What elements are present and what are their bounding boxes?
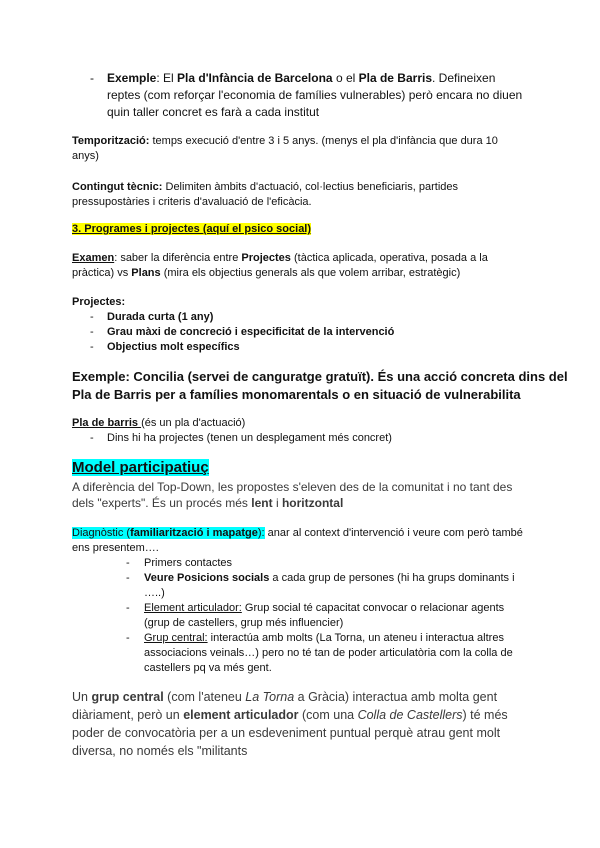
final-line-2: diàriament, però un element articulador (com una Colla de Castellers) té més (72, 708, 508, 722)
list-item: Durada curta (1 any) (107, 311, 214, 323)
model-line-2: dels "experts". És un procés més lent i horitzontal (72, 496, 344, 510)
final-line-1: Un grup central (com l'ateneu La Torna a Gràcia) interactua amb molta gent (72, 690, 498, 704)
model-line-1: A diferència del Top-Down, les propostes s'eleven des de la comunitat i no tant des (72, 480, 513, 494)
list-item-continuation: (grup de castellers, grup més influencier) (144, 617, 344, 629)
list-item: Grau màxi de concreció i especificitat de la intervenció (107, 326, 395, 338)
examen-line-1: Examen: saber la diferència entre Projectes (tàctica aplicada, operativa, posada a la (72, 252, 488, 264)
pla-infancia: Pla d'Infància de Barcelona (177, 71, 333, 85)
examen-label: Examen (72, 252, 115, 264)
list-item: Objectius molt específics (107, 341, 240, 353)
bullet-dash: - (90, 311, 94, 323)
bullet-dash: - (90, 326, 94, 338)
bullet-dash: - (90, 341, 94, 353)
concilia-line-2: Pla de Barris per a famílies monomarentals o en situació de vulnerabilita (72, 387, 521, 402)
bullet-dash: - (90, 71, 94, 85)
projectes-label: Projectes: (72, 296, 126, 308)
list-item-continuation: associacions veinals…) pero no té tan de poder articulatòria com la colla de (144, 647, 513, 659)
temporitzacio-line-1: Temporització: temps execució d'entre 3 i 5 anys. (menys el pla d'infància que dura 10 (72, 135, 498, 147)
list-item-continuation: castellers pq va més gent. (144, 662, 272, 674)
example-label: Exemple (107, 71, 157, 85)
bullet-dash: - (126, 632, 130, 644)
section-3-heading: 3. Programes i projectes (aquí el psico social) (72, 223, 312, 235)
model-heading: Model participatiuç (72, 459, 209, 476)
diagnostic-line-1: Diagnòstic (familiarització i mapatge): anar al context d'intervenció i veure com però també (72, 527, 523, 539)
example-1-line-2: reptes (com reforçar l'economia de famílies vulnerables) però encara no diuen (107, 88, 523, 102)
temporitzacio-label: Temporització: (72, 135, 150, 147)
pla-barris-bold: Pla de Barris (358, 71, 432, 85)
contingut-line-1: Contingut tècnic: Delimiten àmbits d'actuació, col·lectius beneficiaris, partides (72, 181, 458, 193)
list-item: Dins hi ha projectes (tenen un desplegament més concret) (107, 432, 392, 444)
final-line-4: diversa, no només els "militants (72, 744, 248, 758)
examen-line-2: pràctica) vs Plans (mira els objectius generals als que volem arribar, estratègic) (72, 267, 461, 279)
bullet-dash: - (90, 432, 94, 444)
list-item-continuation: …..) (144, 587, 165, 599)
bullet-dash: - (126, 602, 130, 614)
diagnostic-highlight: Diagnòstic (familiarització i mapatge): (72, 527, 265, 539)
diagnostic-line-2: ens presentem…. (72, 542, 159, 554)
pla-barris-line: Pla de barris (és un pla d'actuació) (72, 417, 246, 429)
temporitzacio-line-2: anys) (72, 150, 99, 162)
bullet-dash: - (126, 557, 130, 569)
list-item: Element articulador: Grup social té capacitat convocar o relacionar agents (144, 602, 505, 614)
example-1-line-1: Exemple: El Pla d'Infància de Barcelona o el Pla de Barris. Defineixen (107, 71, 496, 85)
bullet-dash: - (126, 572, 130, 584)
list-item: Grup central: interactúa amb molts (La Torna, un ateneu i interactua altres (144, 632, 504, 644)
final-line-3: poder de convocatòria per a un esdeveniment puntual perquè atrau gent molt (72, 726, 501, 740)
example-1-line-3: quin taller concret es farà a cada institut (107, 105, 320, 119)
contingut-label: Contingut tècnic: (72, 181, 163, 193)
list-item: Veure Posicions socials a cada grup de persones (hi ha grups dominants i (144, 572, 515, 584)
concilia-line-1: Exemple: Concilia (servei de canguratge gratuït). És una acció concreta dins del (72, 369, 568, 384)
list-item: Primers contactes (144, 557, 233, 569)
contingut-line-2: pressupostàries i criteris d'avaluació de l'eficàcia. (72, 196, 312, 208)
pla-barris-label: Pla de barris (72, 417, 142, 429)
